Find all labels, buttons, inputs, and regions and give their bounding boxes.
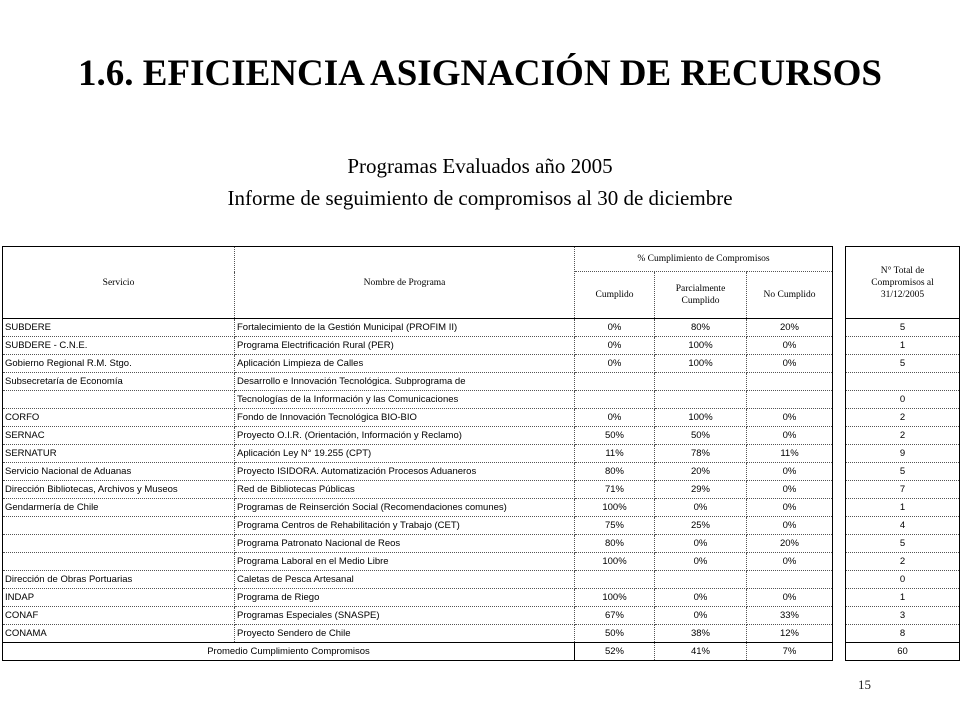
cell-cumplido	[575, 571, 655, 589]
header-parcial-line1: Parcialmente	[675, 284, 726, 294]
cell-cumplido: 80%	[575, 535, 655, 553]
cell-no-cumplido: 0%	[747, 409, 833, 427]
header-total-line1: N° Total de	[880, 265, 925, 276]
cell-servicio	[3, 517, 235, 535]
cell-servicio: SERNAC	[3, 427, 235, 445]
cell-programa: Programa Electrificación Rural (PER)	[235, 337, 575, 355]
cell-no-cumplido: 12%	[747, 625, 833, 643]
commitments-table	[2, 246, 960, 661]
header-cumplimiento-group: % Cumplimiento de Compromisos	[575, 247, 833, 272]
footer-total: 60	[846, 643, 960, 661]
cell-no-cumplido: 20%	[747, 319, 833, 337]
cell-cumplido: 50%	[575, 427, 655, 445]
cell-parcial: 0%	[655, 589, 747, 607]
header-parcial-line2: Cumplido	[681, 296, 720, 306]
table-row	[3, 517, 960, 535]
cell-total: 1	[846, 337, 960, 355]
footer-cumplido: 52%	[575, 643, 655, 661]
cell-parcial: 0%	[655, 535, 747, 553]
cell-programa: Red de Bibliotecas Públicas	[235, 481, 575, 499]
cell-total: 2	[846, 553, 960, 571]
cell-programa: Proyecto Sendero de Chile	[235, 625, 575, 643]
cell-servicio: CONAF	[3, 607, 235, 625]
table-row	[3, 589, 960, 607]
cell-programa: Caletas de Pesca Artesanal	[235, 571, 575, 589]
header-cumplido: Cumplido	[575, 272, 655, 319]
cell-total: 5	[846, 355, 960, 373]
cell-programa: Tecnologías de la Información y las Comunicaciones	[235, 391, 575, 409]
cell-total: 9	[846, 445, 960, 463]
cell-programa: Desarrollo e Innovación Tecnológica. Subprograma de	[235, 373, 575, 391]
cell-cumplido: 100%	[575, 589, 655, 607]
cell-programa: Proyecto ISIDORA. Automatización Procesos Aduaneros	[235, 463, 575, 481]
cell-total: 5	[846, 463, 960, 481]
cell-servicio: SERNATUR	[3, 445, 235, 463]
cell-no-cumplido: 20%	[747, 535, 833, 553]
cell-servicio: Subsecretaría de Economía	[3, 373, 235, 391]
cell-parcial: 80%	[655, 319, 747, 337]
cell-cumplido: 0%	[575, 337, 655, 355]
cell-servicio	[3, 535, 235, 553]
cell-no-cumplido: 11%	[747, 445, 833, 463]
table-row	[3, 553, 960, 571]
header-total-line3: 31/12/2005	[880, 289, 925, 300]
table-row	[3, 373, 960, 391]
cell-parcial: 25%	[655, 517, 747, 535]
header-programa: Nombre de Programa	[235, 247, 575, 319]
cell-programa: Aplicación Ley N° 19.255 (CPT)	[235, 445, 575, 463]
cell-total: 3	[846, 607, 960, 625]
cell-programa: Programa Laboral en el Medio Libre	[235, 553, 575, 571]
cell-programa: Proyecto O.I.R. (Orientación, Información y Reclamo)	[235, 427, 575, 445]
table-row	[3, 409, 960, 427]
cell-total	[846, 373, 960, 391]
cell-servicio: CONAMA	[3, 625, 235, 643]
subtitle-report: Informe de seguimiento de compromisos al 30 de diciembre	[227, 186, 733, 210]
table-row	[3, 319, 960, 337]
cell-parcial: 78%	[655, 445, 747, 463]
header-total	[846, 247, 960, 319]
table-row	[3, 607, 960, 625]
cell-servicio	[3, 391, 235, 409]
footer-row	[3, 643, 960, 661]
cell-parcial: 0%	[655, 607, 747, 625]
header-parcial	[655, 272, 747, 319]
footer-no-cumplido: 7%	[747, 643, 833, 661]
footer-parcial: 41%	[655, 643, 747, 661]
cell-parcial	[655, 571, 747, 589]
cell-parcial: 100%	[655, 409, 747, 427]
cell-programa: Programa Patronato Nacional de Reos	[235, 535, 575, 553]
table-row	[3, 355, 960, 373]
cell-parcial: 29%	[655, 481, 747, 499]
header-total-line2: Compromisos al	[871, 277, 934, 288]
cell-no-cumplido: 0%	[747, 463, 833, 481]
cell-no-cumplido: 0%	[747, 553, 833, 571]
cell-programa: Fondo de Innovación Tecnológica BIO-BIO	[235, 409, 575, 427]
header-no-cumplido: No Cumplido	[747, 272, 833, 319]
cell-servicio: INDAP	[3, 589, 235, 607]
page-title: 1.6. EFICIENCIA ASIGNACIÓN DE RECURSOS	[78, 53, 882, 94]
cell-cumplido: 0%	[575, 409, 655, 427]
cell-parcial	[655, 391, 747, 409]
cell-servicio: Servicio Nacional de Aduanas	[3, 463, 235, 481]
cell-programa: Aplicación Limpieza de Calles	[235, 355, 575, 373]
cell-total: 5	[846, 535, 960, 553]
cell-servicio: Dirección Bibliotecas, Archivos y Museos	[3, 481, 235, 499]
cell-parcial: 20%	[655, 463, 747, 481]
cell-no-cumplido: 0%	[747, 499, 833, 517]
cell-total: 8	[846, 625, 960, 643]
cell-no-cumplido: 0%	[747, 337, 833, 355]
table-row	[3, 571, 960, 589]
cell-cumplido: 71%	[575, 481, 655, 499]
cell-cumplido: 100%	[575, 499, 655, 517]
table-body	[3, 319, 960, 643]
table-row	[3, 391, 960, 409]
cell-no-cumplido: 33%	[747, 607, 833, 625]
cell-no-cumplido: 0%	[747, 517, 833, 535]
cell-no-cumplido: 0%	[747, 427, 833, 445]
cell-cumplido: 50%	[575, 625, 655, 643]
table-row	[3, 337, 960, 355]
table-row	[3, 463, 960, 481]
table-row	[3, 481, 960, 499]
cell-total: 2	[846, 409, 960, 427]
cell-servicio: Gobierno Regional R.M. Stgo.	[3, 355, 235, 373]
cell-no-cumplido	[747, 373, 833, 391]
cell-cumplido: 67%	[575, 607, 655, 625]
cell-servicio: Gendarmería de Chile	[3, 499, 235, 517]
cell-programa: Fortalecimiento de la Gestión Municipal (PROFIM II)	[235, 319, 575, 337]
cell-programa: Programa Centros de Rehabilitación y Trabajo (CET)	[235, 517, 575, 535]
cell-servicio	[3, 553, 235, 571]
cell-cumplido: 75%	[575, 517, 655, 535]
subtitle-programs: Programas Evaluados año 2005	[347, 154, 613, 178]
cell-total: 5	[846, 319, 960, 337]
table-row	[3, 445, 960, 463]
cell-cumplido: 0%	[575, 319, 655, 337]
table-row	[3, 625, 960, 643]
cell-servicio: Dirección de Obras Portuarias	[3, 571, 235, 589]
table-row	[3, 535, 960, 553]
table-row	[3, 427, 960, 445]
cell-servicio: SUBDERE	[3, 319, 235, 337]
cell-parcial: 0%	[655, 499, 747, 517]
cell-cumplido: 11%	[575, 445, 655, 463]
cell-total: 0	[846, 571, 960, 589]
cell-parcial: 0%	[655, 553, 747, 571]
cell-programa: Programas Especiales (SNASPE)	[235, 607, 575, 625]
cell-programa: Programa de Riego	[235, 589, 575, 607]
cell-total: 2	[846, 427, 960, 445]
cell-total: 0	[846, 391, 960, 409]
cell-total: 7	[846, 481, 960, 499]
cell-total: 4	[846, 517, 960, 535]
cell-no-cumplido: 0%	[747, 589, 833, 607]
cell-no-cumplido: 0%	[747, 481, 833, 499]
table-row	[3, 499, 960, 517]
footer-label: Promedio Cumplimiento Compromisos	[3, 643, 575, 661]
cell-cumplido: 0%	[575, 355, 655, 373]
cell-cumplido: 80%	[575, 463, 655, 481]
cell-cumplido: 100%	[575, 553, 655, 571]
cell-total: 1	[846, 499, 960, 517]
page-number: 15	[858, 677, 871, 692]
cell-no-cumplido	[747, 571, 833, 589]
cell-servicio: SUBDERE - C.N.E.	[3, 337, 235, 355]
cell-cumplido	[575, 391, 655, 409]
cell-servicio: CORFO	[3, 409, 235, 427]
header-servicio: Servicio	[3, 247, 235, 319]
cell-parcial	[655, 373, 747, 391]
cell-programa: Programas de Reinserción Social (Recomendaciones comunes)	[235, 499, 575, 517]
cell-parcial: 100%	[655, 355, 747, 373]
cell-total: 1	[846, 589, 960, 607]
cell-parcial: 100%	[655, 337, 747, 355]
cell-no-cumplido	[747, 391, 833, 409]
cell-parcial: 50%	[655, 427, 747, 445]
cell-parcial: 38%	[655, 625, 747, 643]
cell-no-cumplido: 0%	[747, 355, 833, 373]
cell-cumplido	[575, 373, 655, 391]
